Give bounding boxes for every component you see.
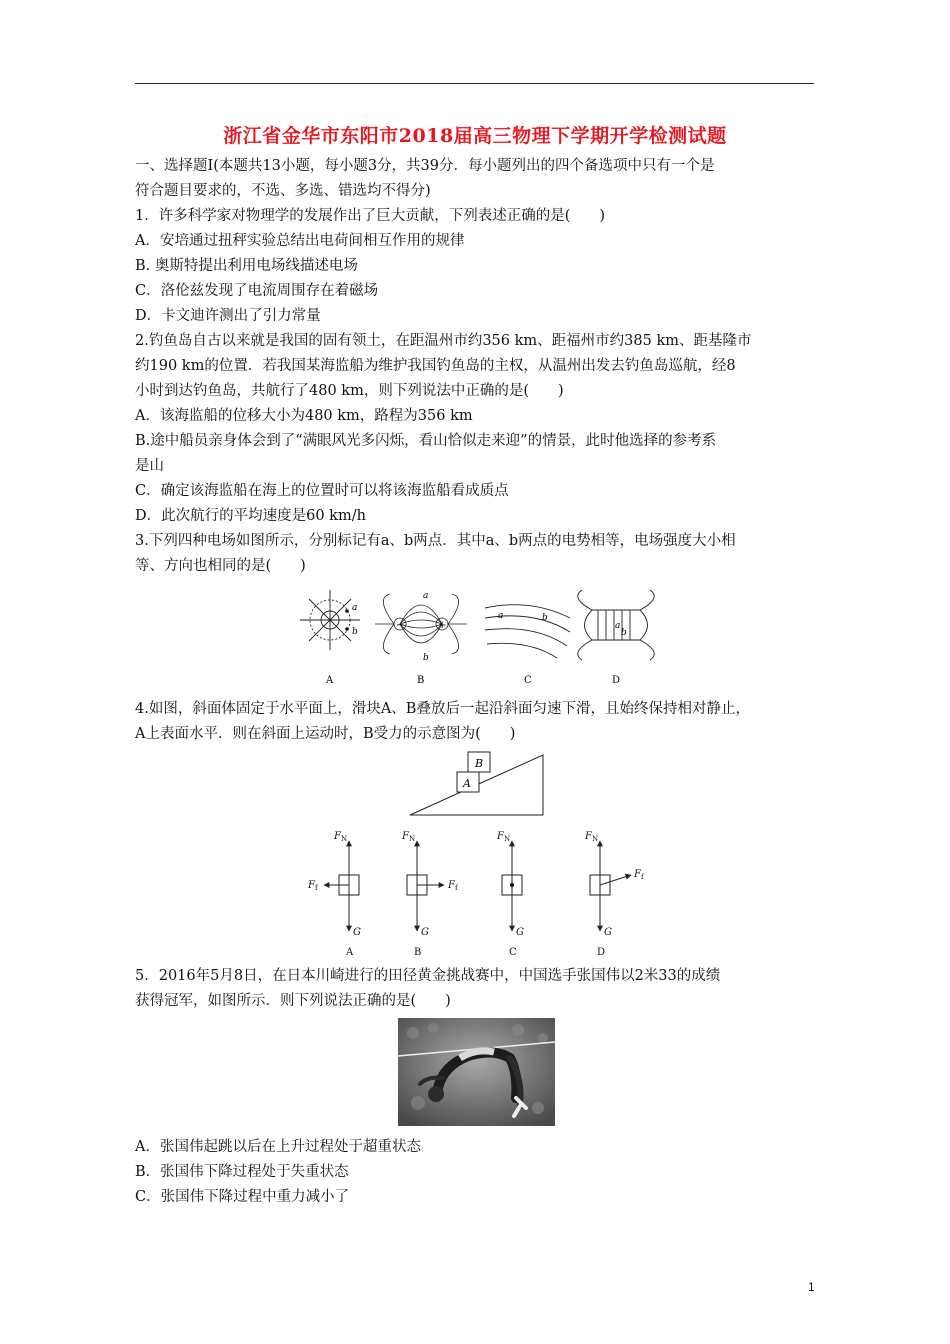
q4-force-diagrams (300, 825, 660, 960)
q5-stem-line: 获得冠军，如图所示．则下列说法正确的是( ) (135, 993, 451, 1009)
negative-charge-sign: − (396, 620, 405, 631)
ff-label: F (448, 880, 455, 891)
fn-label: F (334, 831, 341, 842)
ff-label: F (308, 880, 315, 891)
point-b-label: b (542, 613, 548, 623)
positive-charge-sign: + (438, 620, 447, 631)
g-label: G (604, 927, 612, 938)
q5-option-a: A．张国伟起跳以后在上升过程处于超重状态 (135, 1139, 421, 1155)
point-a-label: a (615, 621, 621, 631)
q1-option-c: C．洛伦兹发现了电流周围存在着磁场 (135, 283, 379, 299)
figure-label-b: B (414, 947, 422, 958)
ff-label: F (634, 869, 641, 880)
g-label: G (421, 927, 429, 938)
fn-sub: N (341, 835, 348, 843)
figure-label-d: D (597, 947, 606, 958)
center-dot (510, 883, 514, 887)
q5-stem-line: 5．2016年5月8日，在日本川崎进行的田径黄金挑战赛中，中国选手张国伟以2米33的成绩 (135, 968, 721, 984)
fn-sub: N (409, 835, 416, 843)
point-b-label: b (423, 653, 429, 663)
ff-sub: f (455, 884, 458, 892)
block-a-label: A (463, 777, 471, 790)
section-header-line: 符合题目要求的，不选、多选、错选均不得分) (135, 183, 431, 199)
q4-stem-line: 4.如图，斜面体固定于水平面上，滑块A、B叠放后一起沿斜面匀速下滑，且始终保持相对静止， (135, 701, 750, 717)
point-a-label: a (423, 591, 429, 601)
point-b-label: b (352, 627, 358, 637)
q3-stem-line: 3.下列四种电场如图所示，分别标记有a、b两点．其中a、b两点的电势相等，电场强度大小相 (135, 533, 736, 549)
ff-sub: f (641, 873, 644, 881)
q2-option-a: A．该海监船的位移大小为480 km，路程为356 km (135, 408, 473, 424)
point-a-marker (345, 609, 349, 613)
point-a-label: a (352, 603, 358, 613)
q2-option-b: B.途中船员亲身体会到了“满眼风光多闪烁，看山恰似走来迎”的情景，此时他选择的参考系 (135, 433, 717, 449)
page-number: 1 (808, 1280, 815, 1294)
fn-label: F (402, 831, 409, 842)
q2-option-d: D．此次航行的平均速度是60 km/h (135, 508, 366, 524)
q1-option-d: D．卡文迪许测出了引力常量 (135, 308, 321, 324)
q3-field-diagrams (295, 588, 675, 688)
figure-label-c: C (509, 947, 517, 958)
force-diagram-b (407, 841, 444, 931)
q2-stem-line: 小时到达钓鱼岛，共航行了480 km，则下列说法中正确的是( ) (135, 383, 564, 399)
fn-sub: N (504, 835, 511, 843)
point-b-marker (345, 627, 349, 631)
q1-option-b: B. 奥斯特提出利用电场线描述电场 (135, 258, 358, 274)
q1-stem: 1．许多科学家对物理学的发展作出了巨大贡献，下列表述正确的是( ) (135, 208, 606, 224)
page-title: 浙江省金华市东阳市2018届高三物理下学期开学检测试题 (223, 125, 727, 147)
q2-stem-line: 约190 km的位置．若我国某海监船为维护我国钓鱼岛的主权，从温州出发去钓鱼岛巡航，经8 (135, 358, 736, 374)
fn-label: F (585, 831, 592, 842)
figure-label-d: D (612, 675, 621, 686)
q1-option-a: A．安培通过扭秤实验总结出电荷间相互作用的规律 (135, 233, 465, 249)
fn-sub: N (592, 835, 599, 843)
ff-sub: f (315, 884, 318, 892)
figure-label-b: B (417, 675, 425, 686)
field-diagram-a (300, 590, 360, 650)
g-label: G (353, 927, 361, 938)
block-b-label: B (475, 757, 484, 770)
point-a-label: a (498, 611, 504, 621)
g-label: G (516, 927, 524, 938)
q2-option-b-cont: 是山 (135, 458, 164, 474)
field-diagram-b (375, 594, 467, 654)
q2-option-c: C．确定该海监船在海上的位置时可以将该海监船看成质点 (135, 483, 509, 499)
section-header-line: 一、选择题Ⅰ(本题共13小题，每小题3分，共39分．每小题列出的四个备选项中只有一个是 (135, 158, 715, 174)
force-diagram-a (324, 841, 359, 931)
q4-incline-figure (405, 750, 550, 820)
figure-label-c: C (524, 675, 532, 686)
high-jump-photo (398, 1018, 555, 1126)
figure-label-a: A (326, 675, 334, 686)
q2-stem-line: 2.钓鱼岛自古以来就是我国的固有领土，在距温州市约356 km、距福州市约385 km、距基隆市 (135, 333, 752, 349)
point-b-label: b (621, 628, 627, 638)
athlete-head (428, 1086, 444, 1102)
force-diagram-d (590, 841, 631, 931)
header-rule (135, 83, 814, 84)
figure-label-a: A (346, 947, 354, 958)
q5-option-b: B．张国伟下降过程处于失重状态 (135, 1164, 349, 1180)
q3-stem-line: 等、方向也相同的是( ) (135, 558, 306, 574)
fn-label: F (497, 831, 504, 842)
q5-option-c: C．张国伟下降过程中重力减小了 (135, 1189, 350, 1205)
q4-stem-line: A上表面水平．则在斜面上运动时，B受力的示意图为( ) (135, 726, 516, 742)
